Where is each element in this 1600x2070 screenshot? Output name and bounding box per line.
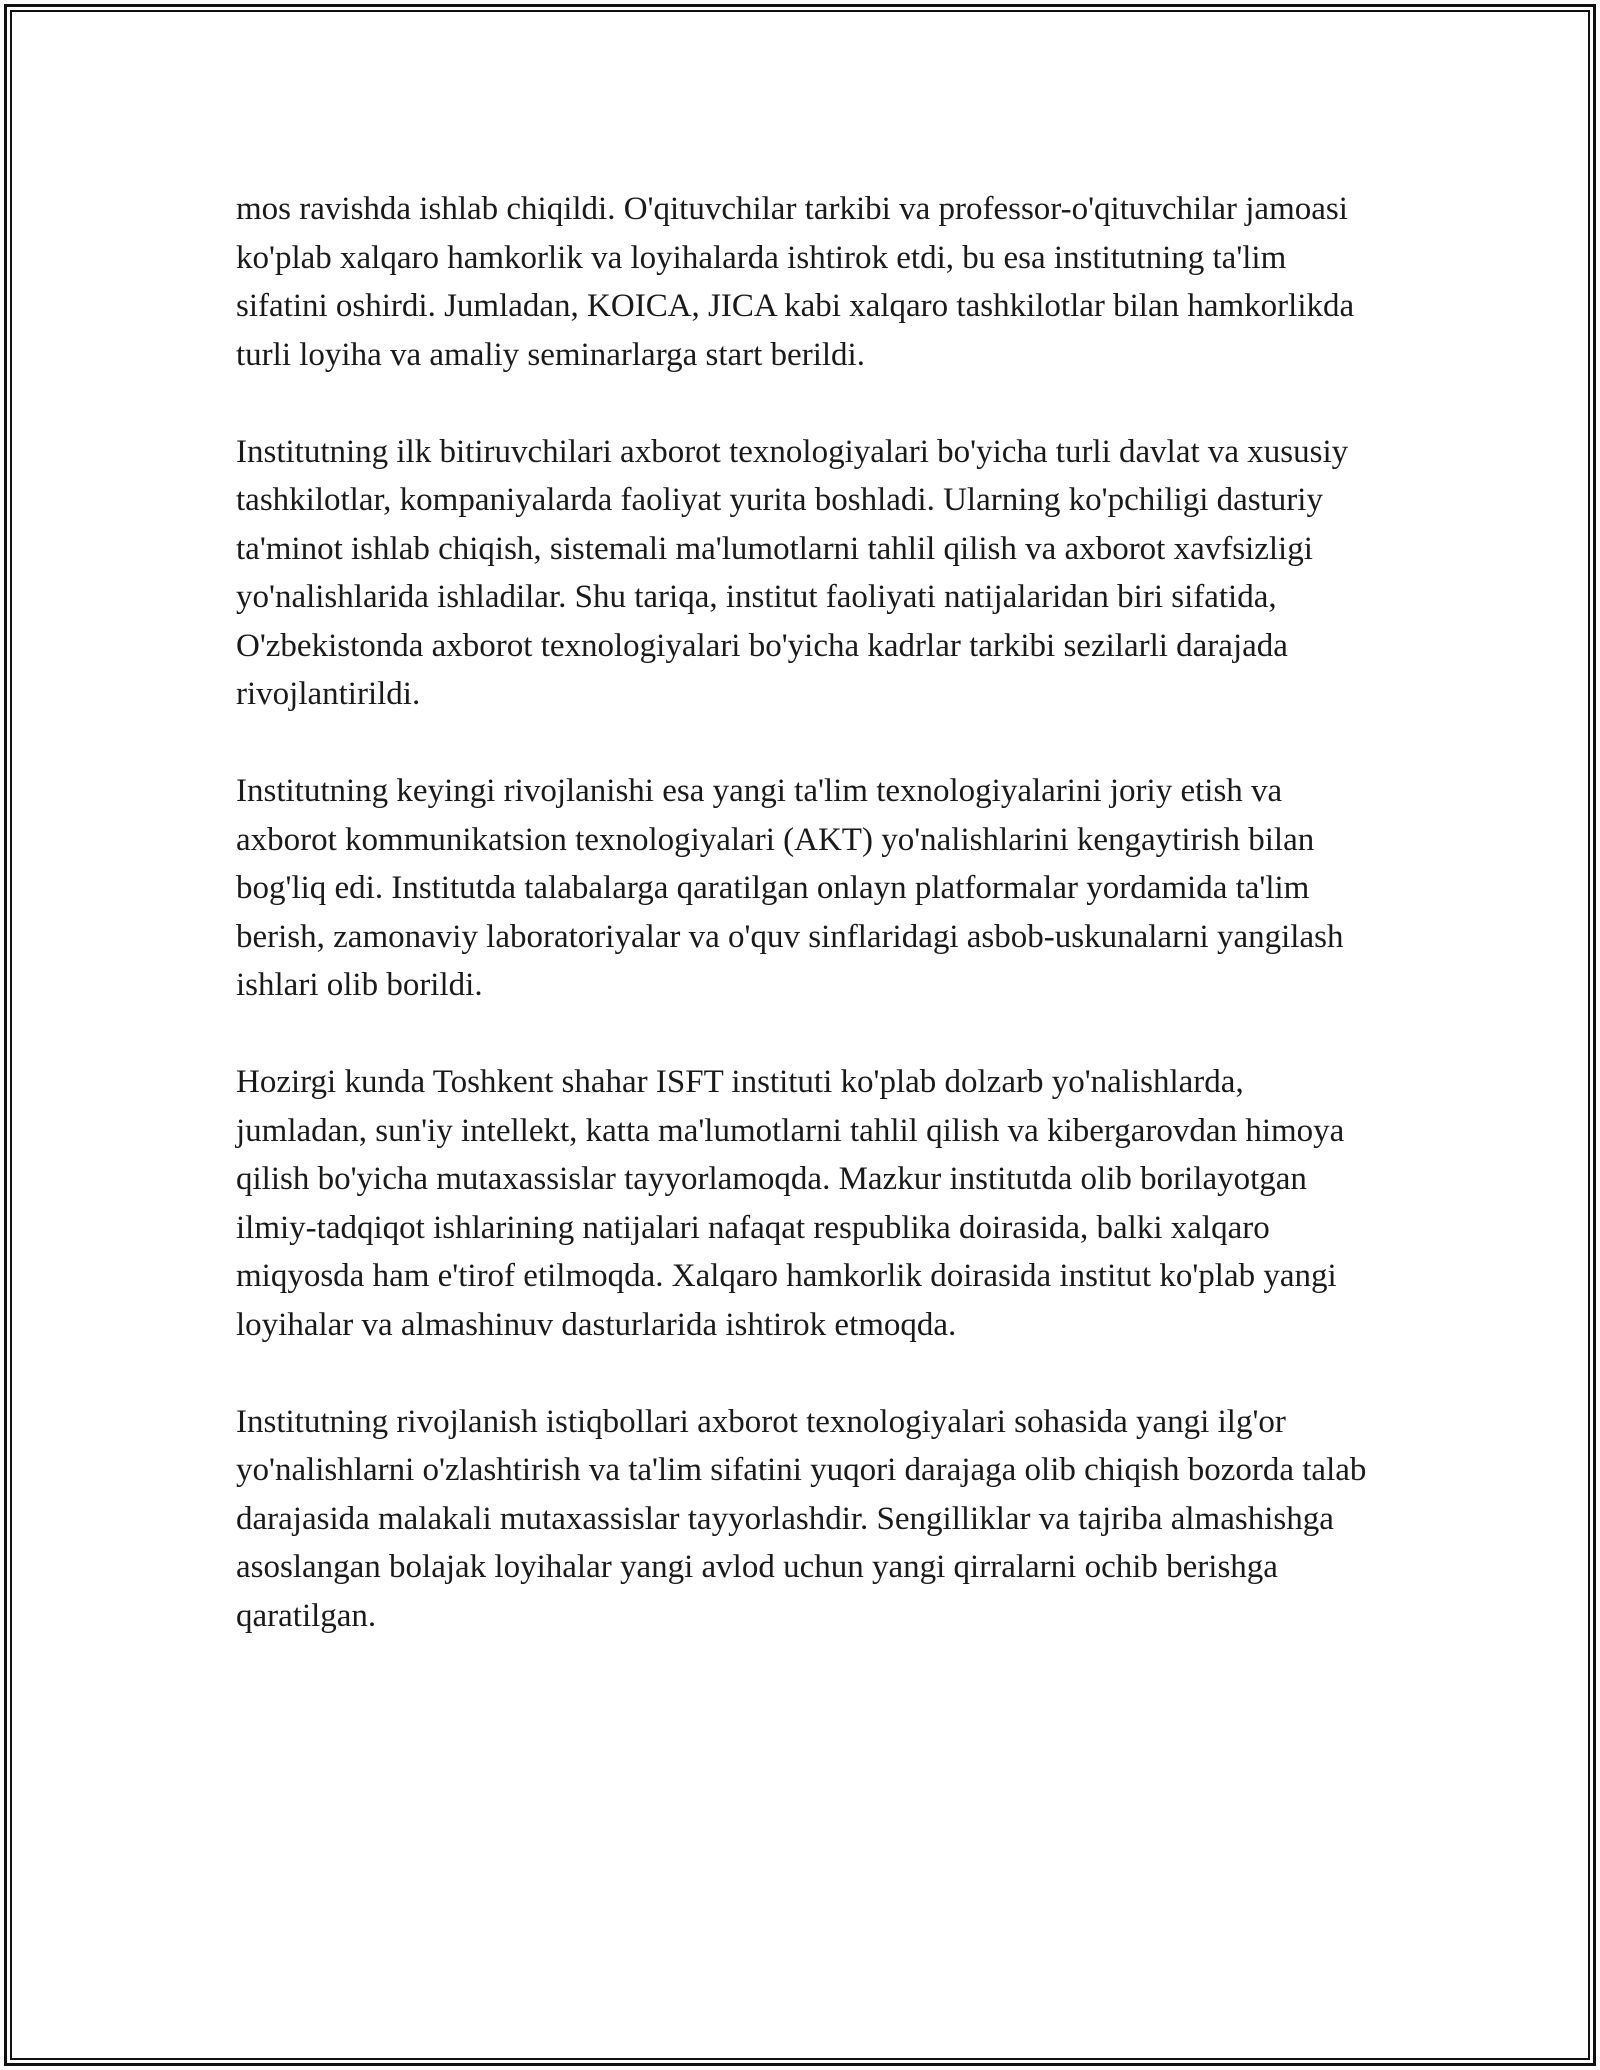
paragraph-1: mos ravishda ishlab chiqildi. O'qituvchilar tarkibi va professor-o'qituvchilar jamoasi ko'plab xalqaro hamkorlik va loyihalarda ishtirok etdi, bu esa institutning ta'lim sifatini oshirdi. Jumladan, KOICA, JICA kabi xalqaro tashkilotlar bilan hamkorlikda turli loyiha va amaliy seminarlarga start berildi. [236,191,1355,373]
paragraph-5: Institutning rivojlanish istiqbollari axborot texnologiyalari sohasida yangi ilg'or yo'nalishlarni o'zlashtirish va ta'lim sifatini yuqori darajaga olib chiqish bozorda talab darajasida malakali mutaxassislar tayyorlashdir. Sengilliklar va tajriba almashishga asoslangan bolajak loyihalar yangi avlod uchun yangi qirralarni ochib berishga qaratilgan. [236,1403,1367,1634]
paragraph-3: Institutning keyingi rivojlanishi esa yangi ta'lim texnologiyalarini joriy etish va axborot kommunikatsion texnologiyalari (AKT) yo'nalishlarini kengaytirish bilan bog'liq edi. Institutda talabalarga qaratilgan onlayn platformalar yordamida ta'lim berish, zamonaviy laboratoriyalar va o'quv sinflaridagi asbob-uskunalarni yangilash ishlari olib borildi. [236,773,1344,1003]
paragraph-2: Institutning ilk bitiruvchilari axborot texnologiyalari bo'yicha turli davlat va xususiy tashkilotlar, kompaniyalarda faoliyat yurita boshladi. Ularning ko'pchiligi dasturiy ta'minot ishlab chiqish, sistemali ma'lumotlarni tahlil qilish va axborot xavfsizligi yo'nalishlarida ishladilar. Shu tariqa, institut faoliyati natijalaridan biri sifatida, O'zbekistonda axborot texnologiyalari bo'yicha kadrlar tarkibi sezilarli darajada rivojlantirildi. [236,433,1349,712]
document-body [236,185,1376,1640]
paragraph-4: Hozirgi kunda Toshkent shahar ISFT instituti ko'plab dolzarb yo'nalishlarda, jumladan, sun'iy intellekt, katta ma'lumotlarni tahlil qilish va kibergarovdan himoya qilish bo'yicha mutaxassislar tayyorlamoqda. Mazkur institutda olib borilayotgan ilmiy-tadqiqot ishlarining natijalari nafaqat respublika doirasida, balki xalqaro miqyosda ham e'tirof etilmoqda. Xalqaro hamkorlik doirasida institut ko'plab yangi loyihalar va almashinuv dasturlarida ishtirok etmoqda. [236,1064,1345,1343]
